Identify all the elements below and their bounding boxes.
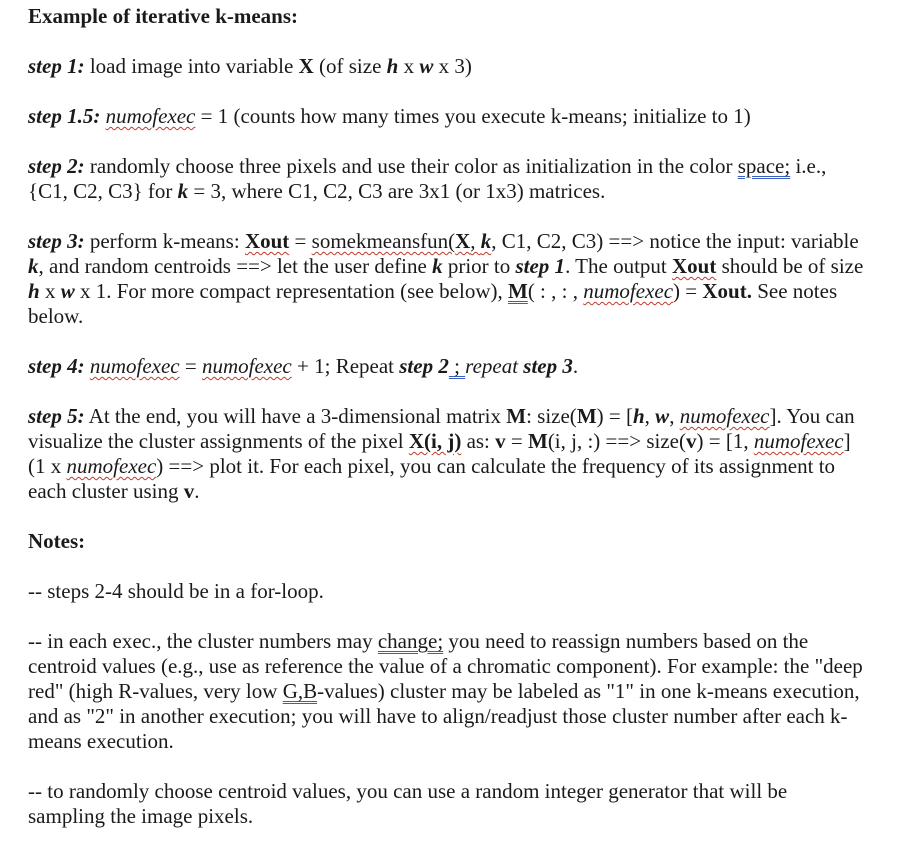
step-5-text: ]. You can visualize the cluster assignments of the pixel: [28, 404, 855, 453]
var-m: M: [506, 404, 527, 428]
step-5-text: .: [194, 479, 200, 503]
step-2-paragraph: [28, 154, 868, 204]
var-h: h: [386, 54, 399, 78]
note-2-text: you need to reassign numbers based on the centroid values (e.g., use as reference the value of a chromatic component). For example: the "deep red" (high R-values, very low: [28, 629, 863, 703]
var-m: M: [527, 429, 548, 453]
step-5-text: ) = [1,: [696, 429, 754, 453]
step-3-text: x: [39, 279, 61, 303]
var-numofexec: numofexec: [679, 404, 770, 428]
var-k: k: [28, 254, 39, 278]
var-k: k: [177, 179, 189, 203]
step-2-text: randomly choose three pixels and use their color as initialization in the color: [84, 154, 738, 178]
step-3-text: . The output: [565, 254, 673, 278]
step-4-text: ;: [448, 354, 466, 378]
step-1-reference: step 1: [515, 254, 566, 278]
word-gb: G,B: [282, 679, 318, 703]
word-repeat: repeat: [465, 354, 519, 378]
var-numofexec: numofexec: [201, 354, 292, 378]
step-5-label: step 5:: [28, 404, 85, 428]
step-3-text: prior to: [442, 254, 516, 278]
step-5-text: ) = [: [596, 404, 633, 428]
step-1-text: (of size: [313, 54, 387, 78]
step-3-text: See notes below.: [28, 279, 838, 328]
document-page: [28, 4, 868, 854]
var-v: v: [685, 429, 697, 453]
step-3-text: , C1, C2, C3) ==> notice the input: variable: [491, 229, 859, 253]
notes-heading: Notes:: [28, 529, 86, 553]
step-3-text: =: [289, 229, 312, 253]
var-numofexec: numofexec: [66, 454, 157, 478]
var-numofexec: numofexec: [105, 104, 196, 128]
step-3-text: , and random centroids ==> let the user define: [38, 254, 433, 278]
step-3-text: ( : , : ,: [527, 279, 584, 303]
step-1-paragraph: [28, 54, 868, 79]
step-4-label: step 4:: [28, 354, 85, 378]
note-3: -- to randomly choose centroid values, you can use a random integer generator that will be sampling the image pixels.: [28, 779, 788, 828]
step-3-text: should be of size: [716, 254, 864, 278]
step-3-paragraph: [28, 229, 868, 329]
var-v: v: [183, 479, 195, 503]
step-3-label: step 3:: [28, 229, 85, 253]
step-2-label: step 2:: [28, 154, 85, 178]
var-numofexec: numofexec: [583, 279, 674, 303]
function-call: [312, 229, 492, 253]
step-1-label: step 1:: [28, 54, 85, 78]
note-2-text: -values) cluster may be labeled as "1" in one k-means execution, and as "2" in another execution; you will have to align/readjust those cluster number after each k-means execution.: [28, 679, 860, 753]
step-2-text: = 3, where C1, C2, C3 are 3x1 (or 1x3) matrices.: [188, 179, 606, 203]
step-5-text: At the end, you will have a 3-dimensional matrix: [84, 404, 507, 428]
note-2-text: -- in each exec., the cluster numbers may: [28, 629, 378, 653]
note-2: [28, 629, 868, 754]
var-x: X: [298, 54, 314, 78]
step-1-5-paragraph: [28, 104, 868, 129]
step-1-text: x 3): [433, 54, 472, 78]
step-2-text: i.e., {C1, C2, C3} for: [28, 154, 827, 203]
step-3-reference: step 3: [523, 354, 573, 378]
step-5-text: ] (1 x: [28, 429, 851, 478]
step-5-text: =: [505, 429, 528, 453]
step-4-text: =: [179, 354, 202, 378]
var-w: w: [655, 404, 670, 428]
step-5-text: : size(: [526, 404, 577, 428]
step-1-5-text: = 1 (counts how many times you execute k-means; initialize to 1): [195, 104, 751, 128]
var-x: X: [455, 229, 471, 253]
var-k: k: [480, 229, 492, 253]
var-m: M: [507, 279, 528, 303]
step-5-text: (i, j, :) ==> size(: [547, 429, 686, 453]
pixel-x-ij: X(i, j): [408, 429, 462, 453]
comma: ,: [470, 229, 481, 253]
step-4-text: .: [572, 354, 579, 378]
step-3-text: perform k-means:: [84, 229, 245, 253]
step-2-reference: step 2: [399, 354, 449, 378]
var-m: M: [576, 404, 597, 428]
step-3-text: ) =: [673, 279, 703, 303]
function-name: somekmeansfun(: [311, 229, 456, 253]
var-w: w: [419, 54, 434, 78]
var-h: h: [28, 279, 40, 303]
step-4-paragraph: [28, 354, 868, 379]
page-title: Example of iterative k-means:: [28, 4, 299, 28]
var-v: v: [495, 429, 506, 453]
var-xout: Xout: [672, 254, 717, 278]
step-3-text: x 1. For more compact representation (see below),: [74, 279, 508, 303]
var-k: k: [432, 254, 443, 278]
step-4-text: + 1; Repeat: [291, 354, 400, 378]
var-xout: Xout.: [702, 279, 752, 303]
comma: ,: [644, 404, 656, 428]
var-numofexec: numofexec: [89, 354, 180, 378]
var-xout: Xout: [244, 229, 290, 253]
step-5-paragraph: [28, 404, 868, 504]
step-1-5-label: step 1.5:: [28, 104, 101, 128]
step-5-text: ) ==> plot it. For each pixel, you can calculate the frequency of its assignment to each cluster using: [28, 454, 836, 503]
var-w: w: [60, 279, 75, 303]
step-1-text: x: [398, 54, 420, 78]
word-space: space;: [737, 154, 791, 178]
var-h: h: [632, 404, 645, 428]
note-1: -- steps 2-4 should be in a for-loop.: [28, 579, 324, 603]
step-5-text: as:: [461, 429, 496, 453]
comma: ,: [669, 404, 680, 428]
word-change: change;: [377, 629, 444, 653]
step-1-text: load image into variable: [84, 54, 299, 78]
var-numofexec: numofexec: [753, 429, 844, 453]
